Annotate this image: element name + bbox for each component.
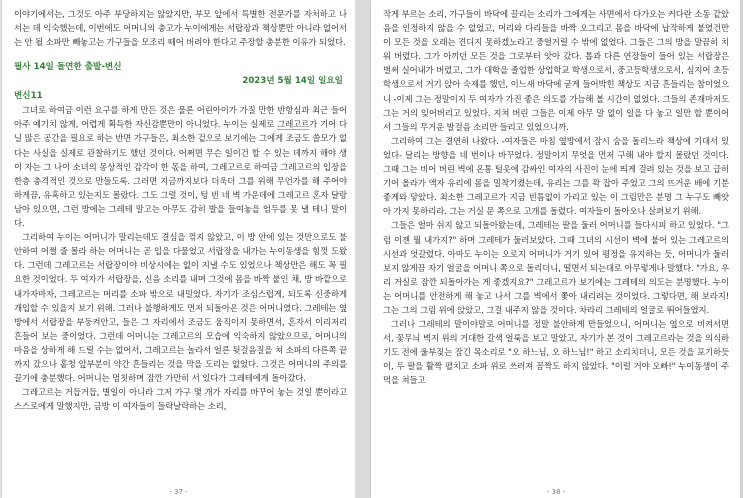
left-page	[2, 0, 355, 498]
entry-date: 2023년 5월 14일 일요일	[242, 76, 343, 87]
page-gutter	[355, 0, 371, 498]
right-page	[371, 0, 741, 498]
page-number: - 37 -	[169, 488, 188, 496]
paragraph-4: 그러나 그레테의 말이야말로 어머니를 정말 불안하게 만들었으니, 어머니는 옆으로 비켜서면서, 꽃무늬 벽지 위의 거대한 갈색 얼룩을 보고 말았고, 자기가 본 것이 그레고르라는 것을 의식하기도 전에 울부짖는 잠긴 목소리로 "오 하느님, 오 하느님!" 하고 소리치더니, 모든 것을 포기하듯이, 두 팔을 활짝 펼치고 소파 위로 쓰러져 꼼짝도 하지 않았다. "이럴 거야 오빠!" 누이동생이 주먹을 쳐들고	[383, 319, 729, 386]
paragraph-2: 그리하여 누이는 어머니가 말리는데도 결심을 꺾지 않았고, 이 방 안에 있는 것만으로도 불안하여 어쩔 줄 몰라 하는 어머니는 곧 입을 다물었고 서랍장을 내가는 누이동생을 힘껏 도왔다. 그런데 그레고르는 서랍장이야 비상시에는 없이 지낼 수도 있었으나 책상만은 해도 꼭 필요한 것이었다. 두 여자가 서랍장을, 신음 소리를 내며 그것에 몸을 바짝 붙인 채, 방 바깥으로 내가자마자, 그레고르는 머리를 소파 밖으로 내밀었다. 자기가 조심스럽게, 되도록 신중하게 개입할 수 있을지 보기 위해. 그러나 불행하게도 먼저 되돌아온 것은 어머니였다. 그레테는 옆방에서 서랍장을 부둥켜안고, 들은 그 자리에서 조금도 움직이지 못하면서, 혼자서 이리저리 흔들어 보는 중이었다. 그런데 어머니는 그레고르의 모습에 익숙하지 않았으므로, 어머니의 마음을 상하게 해 드릴 수는 없어서, 그레고르는 놀라서 얼른 뒷걸음질을 쳐 소파의 다른쪽 끝까지 갔으나 홑청 앞부분이 약간 흔들리는 것을 막을 도리는 없었다. 그것은 어머니의 주의를 끌기에 충분했다. 어머니는 멈칫하며 잠깐 가만히 서 있다가 그레테에게 돌아갔다.	[14, 232, 347, 384]
paragraph-1: 작게 부르는 소리, 가구들이 바닥에 끌리는 소리가 그에게는 사면에서 다가오는 커다란 소동 같았음을 인정하지 않을 수 없었고, 머리와 다리들을 바짝 오그리고 몸을 바닥에 납작하게 붙였건만 이 모든 것을 오래는 견디지 못하겠노라고 중얼거릴 수 밖에 없었다. 그들은 그의 방을 말끔히 치워 버렸다. 그가 아끼던 모든 것을 그로부터 앗아 갔다. 톱과 다른 연장들이 들어 있는 서랍장은 벌써 실어내가 버렸고, 그가 대학을 졸업한 상업학교 학생으로서, 중고등학생으로서, 심지어 초등학생으로서 거기 앉아 숙제를 했던, 이느새 바닥에 굳게 들어박힌 책상도 지금 흔들리는 참이었으니 -이제 그는 정말이지 두 여자가 가진 좋은 의도를 가늠해 볼 시간이 없었다. 그들의 존재마저도 그는 거의 잊어버리고 있었다. 지쳐 버린 그들은 이제 아무 말 없이 일을 다 놓고 일만 할 뿐이어서 그들의 무거운 발걸음 소리만 들리고 있었으니까.	[383, 9, 729, 132]
intro-paragraph: 이야기에서는, 그것도 아주 부당하지는 않았지만, 부모 앞에서 특별한 전문가를 자처하고 나서는 데 익숙했는데, 이번에도 어머니의 충고가 누이에게는 서랍장과 책상뿐만 아니라 없어서는 안 될 소파만 빼놓고는 가구들을 모조리 떼어 버려야 한다고 주장할 충분한 이유가 되었다.	[14, 9, 347, 48]
paragraph-3: 그들은 얼마 쉬지 않고 되돌아왔는데, 그레테는 팔을 둘러 어머니를 들다시피 하고 있었다. "그럼 이젠 뭘 내가지?" 하며 그레테가 둘러보았다. 그때 그녀의 시선이 벽에 붙어 있는 그레고르의 시선과 엇갈렸다. 아마도 누이는 오로지 어머니가 거기 있어 평정을 유지하는 듯, 어머니가 둘러보지 않게끔 자기 얼굴을 어머니 쪽으로 돌리더니, 떨면서 되는대로 아무렇게나 말했다. "가요, 우리 거실로 잠깐 되돌아가는 게 좋겠지요?" 그레고르가 보기에는 그레테의 의도는 분명했다. 누이는 어머니를 안전하게 해 놓고 나서 그를 벽에서 쫓아 내리려는 것이었다. 그렇다면, 해 보라지! 그는 그의 그림 위에 앉았고, 그걸 내주지 않을 것이다. 차라리 그레테의 얼굴로 뛰어들었지.	[383, 220, 729, 315]
page-number: - 38 -	[546, 488, 566, 496]
paragraph-1-start: 그녀로 하여금 이런 요구를 하게 만든 것은 물론 어린아이가 가질 만한 반항심과 최근 들어 아주 예기치 않게, 어렵게 획득한 자신감뿐만이 아니었다. 누이는 실제로	[14, 105, 347, 130]
paragraph-1-end: 가 기어 다닐 많은 공간을 필요로 하는 반면 가구들은, 최소한 겉으로 보기에는 그에게 조금도 쓸모가 없다는 사실을 실제로 관찰하기도 했던 것이다. 어쩌면 무슨 일이건 할 수 있는 데까지 해야 생이 자는 그 나이 소녀의 몽상적인 감각이 한 몫을 하여, 그레고르로 하여금 그레고르의 입장을 한층 충격적인 것으로 만들도록. 그러면 지금까지보다 더욱더 그를 위해 무언가를 해 주어야 하게끔, 유혹하고 있는지도 몰랐다. 그도 그럴 것이, 텅 빈 네 벽 가운데에 그레고르 혼자 달랑 남아 있으면, 그런 방에는 그레테 말고는 아무도 감히 발을 들여놓을 엄두를 못 낼 테니 말이다.	[14, 119, 347, 229]
paragraph-2: 그리하여 그는 결연히 나왔다. -여자들은 마침 옆방에서 잠시 숨을 돌리느라 책상에 기대서 있었다- 달리는 방향을 네 번이나 바꾸었다. 정말이지 무엇을 먼저 구해 내야 할지 몰랐던 것이다. 그때 그는 비어 버린 벽에 온통 털옷에 감싸인 여자의 사진이 눈에 띄게 걸려 있는 것을 보고 급히 기어 올라가 액자 유리에 몸을 밀착기켰는데, 유리는 그를 꽉 잡아 주었고 그의 뜨거운 배에 기분 좋게와 닿았다. 최소한 그레고르가 지금 빈틈없이 가리고 있는 이 그림만은 분명 그 누구도 빼앗아 가지 못하리라. 그는 거실 문 쪽으로 고개를 돌렸다. 여자들이 돌아오나 살펴보기 위해.	[383, 135, 729, 217]
highlighted-name: 그레고르	[277, 119, 310, 130]
paragraph-1	[14, 103, 347, 230]
chapter-subheading: 변신11	[14, 91, 43, 102]
paragraph-3: 그레고르는 거듭거듭, 별일이 아니라 그저 가구 몇 개가 자리를 바꾸어 놓는 것일 뿐이라고 스스로에게 말했지만, 금방 이 여자들이 들락날락하는 소리,	[14, 387, 347, 412]
section-heading: 필사 14일 돌연한 출발-변신	[14, 62, 122, 73]
